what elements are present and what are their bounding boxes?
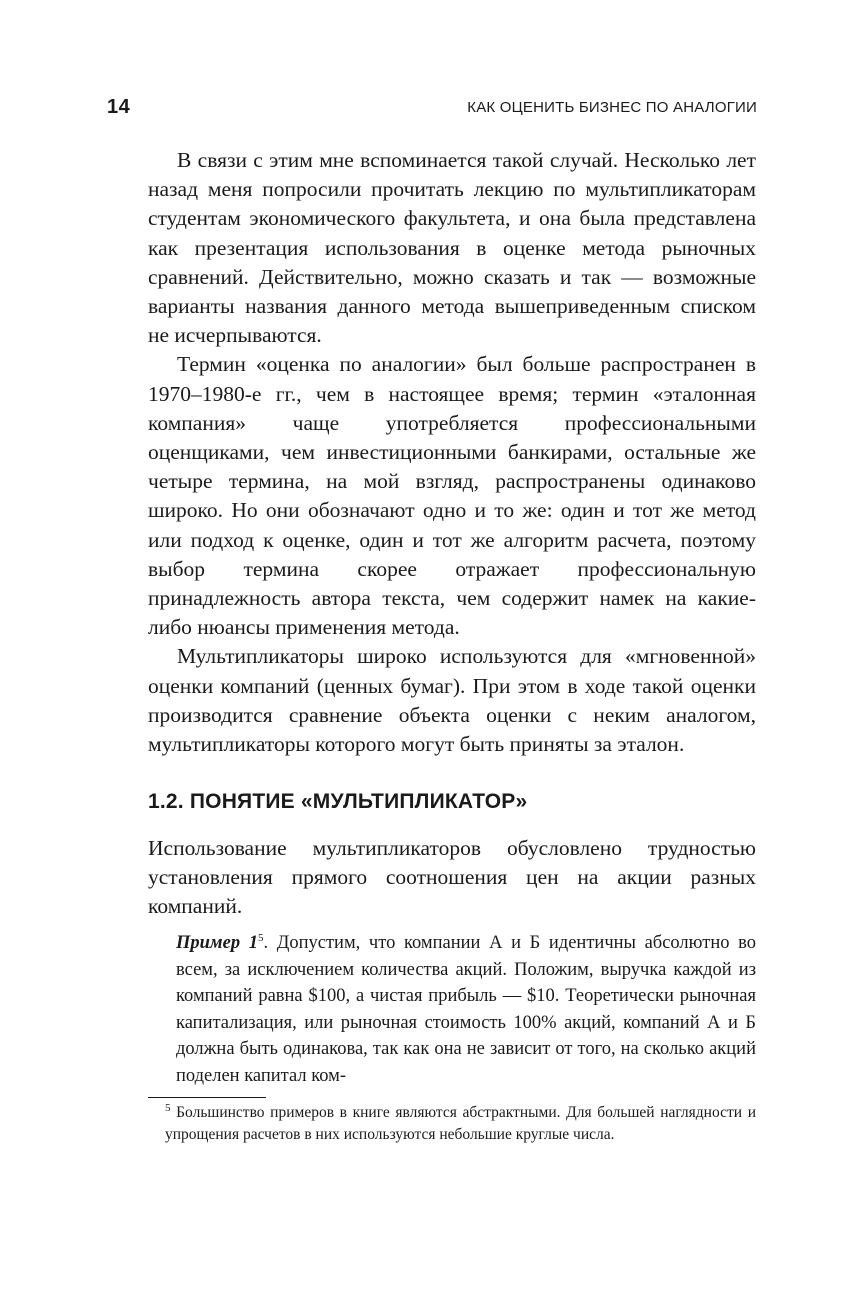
example-block bbox=[176, 930, 756, 1089]
page-number: 14 bbox=[107, 96, 131, 118]
paragraph: В связи с этим мне вспоминается такой случай. Несколько лет назад меня попросили прочитать лекцию по мультипликаторам студентам экономического факультета, и она была представлена как презентация использования в оценке метода рыночных сравнений. Действительно, можно сказать и так — возможные варианты названия данного метода вышеприведенным списком не исчерпываются. bbox=[148, 148, 756, 348]
footnote-number: 5 bbox=[165, 1101, 171, 1114]
paragraph: Термин «оценка по аналогии» был больше распространен в 1970–1980-е гг., чем в настоящее время; термин «эталонная компания» чаще употребляется профессиональными оценщиками, чем инвестиционными банкирами, остальные же четыре термина, на мой взгляд, распространены одинаково широко. Но они обозначают одно и то же: один и тот же метод или подход к оценке, один и тот же алгоритм расчета, поэтому выбор термина скорее отражает профессиональную принадлежность автора текста, чем содержит намек на какие-либо нюансы применения метода. bbox=[148, 352, 756, 640]
paragraph: Мультипликаторы широко используются для «мгновенной» оценки компаний (ценных бумаг). При этом в ходе такой оценки производится сравнение объекта оценки с неким аналогом, мультипликаторы которого могут быть приняты за эталон. bbox=[148, 644, 756, 757]
footnote-ref[interactable]: 5 bbox=[257, 931, 264, 944]
footnote bbox=[165, 1102, 756, 1145]
example-lead: Пример 1 bbox=[176, 933, 258, 953]
section-intro: Использование мультипликаторов обусловлено трудностью установления прямого соотношения цен на акции разных компаний. bbox=[148, 836, 756, 919]
body-text bbox=[148, 146, 756, 759]
page-header bbox=[107, 96, 757, 124]
running-title: КАК ОЦЕНИТЬ БИЗНЕС ПО АНАЛОГИИ bbox=[467, 99, 757, 116]
footnote-text: Большинство примеров в книге являются абстрактными. Для большей наглядности и упрощения расчетов в них используются небольшие круглые числа. bbox=[165, 1104, 756, 1143]
footnote-divider bbox=[148, 1097, 266, 1098]
example-text: . Допустим, что компании А и Б идентичны абсолютно во всем, за исключением количества акций. Положим, выручка каждой из компаний равна $100, а чистая прибыль — $10. Теоретически рыночная капитализация, или рыночная стоимость 100% акций, компаний А и Б должна быть одинакова, так как она не зависит от того, на сколько акций поделен капитал ком- bbox=[176, 933, 756, 1086]
section-heading: 1.2. ПОНЯТИЕ «МУЛЬТИПЛИКАТОР» bbox=[148, 790, 528, 813]
